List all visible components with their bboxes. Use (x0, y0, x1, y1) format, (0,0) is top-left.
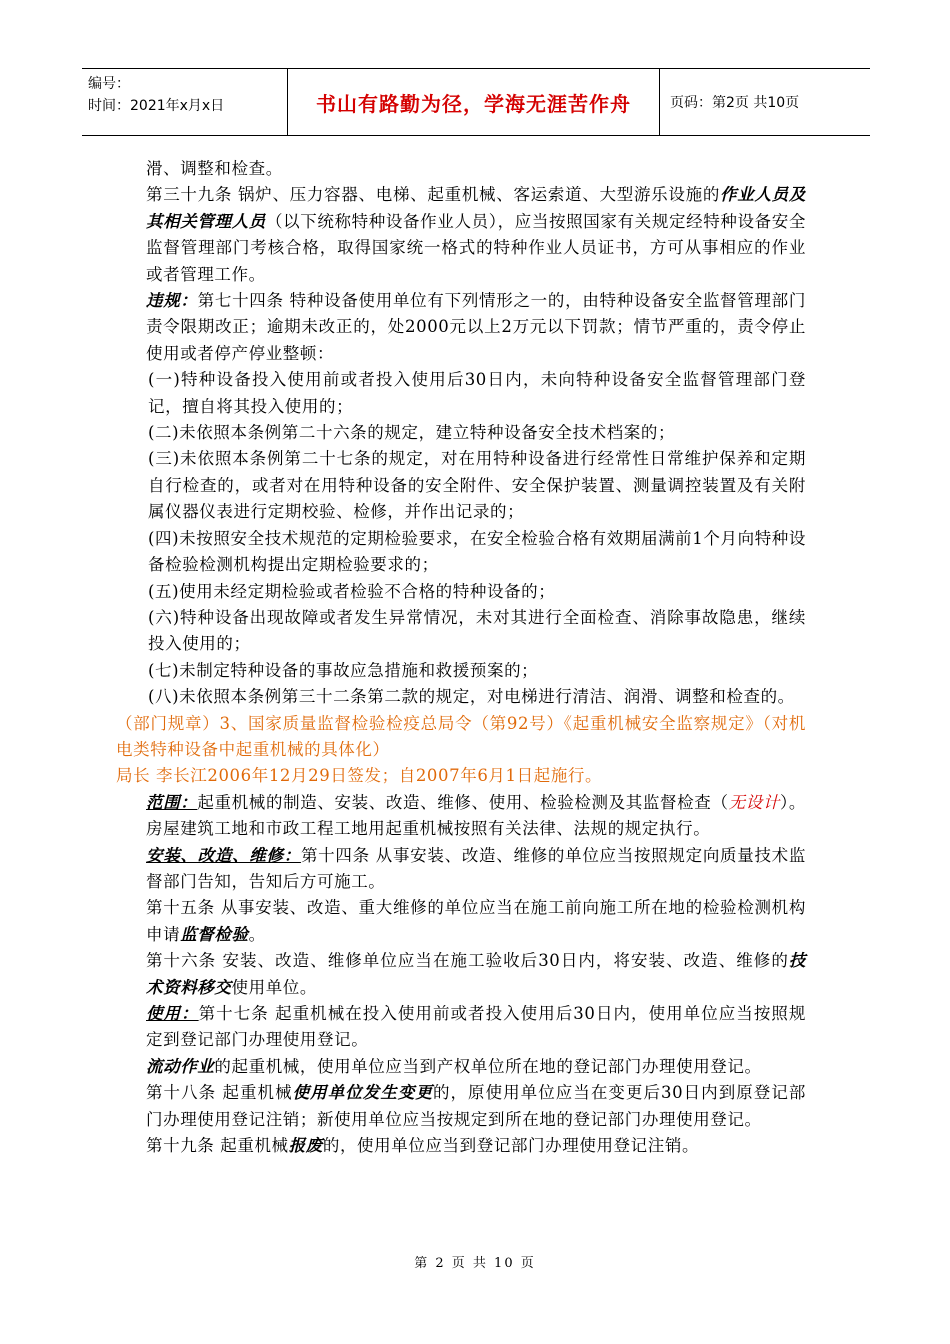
keyword-scope: 范围： (146, 792, 198, 812)
article-18: 第十八条 起重机械使用单位发生变更的，原使用单位应当在变更后30日内到原登记部门办理使用登记注销；新使用单位应当按规定到所在地的登记部门办理使用登记。 (146, 1083, 806, 1129)
regulation-signing: 局长 李长江2006年12月29日签发；自2007年6月1日起施行。 (116, 766, 603, 786)
scope-paragraph: 范围：起重机械的制造、安装、改造、维修、使用、检验检测及其监督检查（无设计）。房屋建筑工地和市政工程工地用起重机械按照有关法律、法规的规定执行。 (146, 792, 806, 839)
document-body (116, 156, 806, 1159)
keyword-tech-docs: 技术资料移交 (146, 951, 806, 997)
keyword-supervision: 监督检验 (180, 924, 249, 944)
page-footer: 第 2 页 共 10 页 (414, 1256, 536, 1271)
article-39: 第三十九条 锅炉、压力容器、电梯、起重机械、客运索道、大型游乐设施的作业人员及其相关管理人员（以下统称特种设备作业人员），应当按照国家有关规定经特种设备安全监督管理部门考核合格，取得国家统一格式的特种作业人员证书，方可从事相应的作业或者管理工作。 (146, 185, 806, 284)
keyword-violation: 违规： (146, 291, 198, 311)
article-15: 第十五条 从事安装、改造、重大维修的单位应当在施工前向施工所在地的检验检测机构申请监督检验。 (146, 898, 806, 944)
article-16: 第十六条 安装、改造、维修单位应当在施工验收后30日内，将安装、改造、维修的技术资料移交使用单位。 (146, 951, 806, 997)
page-header (82, 68, 870, 136)
installation-article-14: 安装、改造、维修：第十四条 从事安装、改造、维修的单位应当按照规定向质量技术监督部门告知，告知后方可施工。 (146, 845, 806, 891)
continued-line: 滑、调整和检查。 (146, 159, 283, 178)
violation-item-3: (三)未依照本条例第二十七条的规定，对在用特种设备进行经常性日常维护保养和定期自行检查的，或者对在用特种设备的安全附件、安全保护装置、测量调控装置及有关附属仪器仪表进行定期校验、检修，并作出记录的； (148, 449, 806, 522)
header-left-cell (82, 69, 287, 135)
article-19: 第十九条 起重机械报废的，使用单位应当到登记部门办理使用登记注销。 (146, 1136, 700, 1156)
mobile-operation: 流动作业的起重机械，使用单位应当到产权单位所在地的登记部门办理使用登记。 (146, 1056, 762, 1076)
document-number-label: 编号： (88, 76, 130, 92)
violation-item-2: (二)未依照本条例第二十六条的规定，建立特种设备安全技术档案的； (148, 423, 676, 443)
keyword-unit-change: 使用单位发生变更 (292, 1083, 433, 1103)
violation-item-6: (六)特种设备出现故障或者发生异常情况，未对其进行全面检查、消除事故隐患，继续投入使用的； (148, 607, 806, 654)
violation-article-74: 违规：第七十四条 特种设备使用单位有下列情形之一的，由特种设备安全监督管理部门责令限期改正；逾期未改正的，处2000元以上2万元以下罚款；情节严重的，责令停止使用或者停产停业整顿： (146, 291, 806, 363)
no-design-note: 无设计 (728, 792, 780, 812)
document-time-label: 时间：2021年x月x日 (88, 98, 225, 114)
use-article-17: 使用：第十七条 起重机械在投入使用前或者投入使用后30日内，使用单位应当按照规定到登记部门办理使用登记。 (146, 1004, 806, 1050)
keyword-use: 使用： (146, 1004, 199, 1023)
violation-item-8: (八)未依照本条例第三十二条第二款的规定，对电梯进行清洁、润滑、调整和检查的。 (148, 687, 795, 707)
regulation-title: （部门规章）3、国家质量监督检验检疫总局令（第92号）《起重机械安全监察规定》（对机电类特种设备中起重机械的具体化） (116, 713, 806, 759)
header-page-number: 页码：第2页 共10页 (670, 95, 800, 111)
keyword-installation: 安装、改造、维修： (146, 845, 301, 865)
violation-item-7: (七)未制定特种设备的事故应急措施和救援预案的； (148, 660, 539, 680)
header-motto: 书山有路勤为径，学海无涯苦作舟 (287, 69, 660, 135)
violation-item-1: (一)特种设备投入使用前或者投入使用后30日内，未向特种设备安全监督管理部门登记，擅自将其投入使用的； (148, 370, 806, 416)
keyword-mobile: 流动作业 (146, 1056, 215, 1076)
keyword-operators: 作业人员及其相关管理人员 (146, 185, 806, 231)
violation-item-5: (五)使用未经定期检验或者检验不合格的特种设备的； (148, 581, 556, 601)
keyword-scrap: 报废 (288, 1136, 323, 1156)
violation-item-4: (四)未按照安全技术规范的定期检验要求，在安全检验合格有效期届满前1个月向特种设备检验检测机构提出定期检验要求的； (148, 528, 806, 575)
